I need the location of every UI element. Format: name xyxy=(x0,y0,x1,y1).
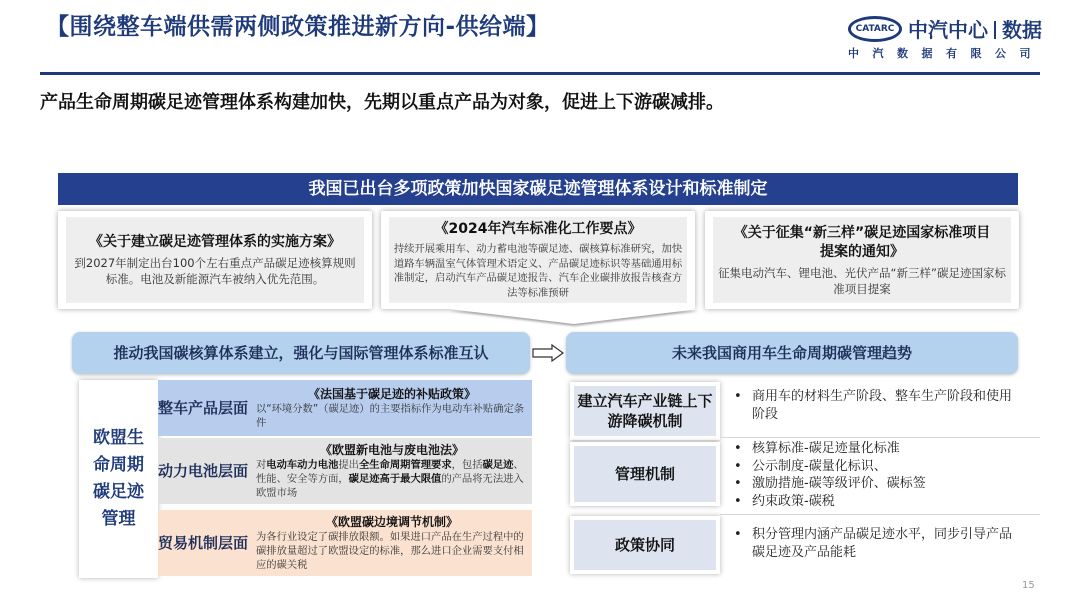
list-item: • 商用车的材料生产阶段、整车生产阶段和使用阶段 xyxy=(734,388,1024,423)
policy-card xyxy=(58,211,372,309)
row-title: 《欧盟新电池与废电池法》 xyxy=(319,443,464,457)
list-item: • 公示制度-碳量化标识、 xyxy=(734,458,1024,476)
policy-title: 《关于建立碳足迹管理体系的实施方案》 xyxy=(89,234,341,250)
slide-subtitle: 产品生命周期碳足迹管理体系构建加快，先期以重点产品为对象，促进上下游碳减排。 xyxy=(40,92,724,113)
brand-name-right: 数据 xyxy=(1002,18,1042,42)
page-number: 15 xyxy=(1022,580,1035,591)
header-divider xyxy=(40,72,1040,75)
mechanism-label: 建立汽车产业链上下游降碳机制 xyxy=(574,386,716,436)
brand-name xyxy=(908,14,1042,43)
policy-banner: 我国已出台多项政策加快国家碳足迹管理体系设计和标准制定 xyxy=(58,173,1018,205)
list-item: • 约束政策-碳税 xyxy=(734,493,1024,511)
list-item: • 核算标准-碳足迹量化标准 xyxy=(734,440,1024,458)
page-title: 【围绕整车端供需两侧政策推进新方向-供给端】 xyxy=(46,14,550,40)
policy-body: 征集电动汽车、锂电池、光伏产品“新三样”碳足迹国家标准项目提案 xyxy=(718,265,1006,296)
right-pill: 未来我国商用车生命周期碳管理趋势 xyxy=(566,332,1018,374)
row-category: 整车产品层面 xyxy=(158,399,249,417)
brand-name-left: 中汽中心 xyxy=(908,18,988,42)
catarc-logo-icon: CATARC xyxy=(848,16,902,42)
row-separator xyxy=(720,437,1040,438)
row-title: 《欧盟碳边境调节机制》 xyxy=(325,515,458,529)
row-body: 对电动车动力电池提出全生命周期管理要求，包括碳足迹、性能、安全等方面，碳足迹高于最大限值的产品将无法进入欧盟市场 xyxy=(256,459,524,499)
policy-card xyxy=(381,211,695,309)
trend-bullets xyxy=(734,440,1024,510)
row-category: 动力电池层面 xyxy=(158,462,249,480)
list-item: • 积分管理内涵产品碳足迹水平，同步引导产品碳足迹及产品能耗 xyxy=(734,526,1024,561)
row-body: 为各行业设定了碳排放限额。如果进口产品在生产过程中的碳排放量超过了欧盟设定的标准，那么进口企业需要支付相应的碳关税 xyxy=(256,531,524,571)
right-arrow-icon xyxy=(532,344,564,362)
mechanism-box xyxy=(570,442,720,506)
row-separator xyxy=(720,514,1040,515)
down-arrow-icon xyxy=(449,309,699,324)
eu-label: 欧盟生命周期碳足迹管理 xyxy=(93,428,144,529)
trend-bullets xyxy=(734,388,1024,423)
policy-title: 《2024年汽车标准化工作要点》 xyxy=(434,221,642,237)
list-item: • 激励措施-碳等级评价、碳标签 xyxy=(734,475,1024,493)
policy-title: 《关于征集“新三样”碳足迹国家标准项目提案的通知》 xyxy=(733,224,991,260)
mechanism-box xyxy=(570,516,720,574)
trend-bullets xyxy=(734,526,1024,561)
left-pill: 推动我国碳核算体系建立，强化与国际管理体系标准互认 xyxy=(72,332,530,374)
eu-row-battery xyxy=(158,438,532,504)
row-title: 《法国基于碳足迹的补贴政策》 xyxy=(307,387,476,401)
eu-row-trade xyxy=(158,510,532,576)
policy-body: 持续开展乘用车、动力蓄电池等碳足迹、碳核算标准研究，加快道路车辆温室气体管理术语定义、产品碳足迹标识等基础通用标准制定，启动汽车产品碳足迹报告、汽车企业碳排放报告核查方法等标准预研 xyxy=(393,243,683,299)
eu-row-vehicle xyxy=(158,380,532,436)
policy-card xyxy=(705,211,1019,309)
mechanism-box xyxy=(570,382,720,440)
policy-body: 到2027年制定出台100个左右重点产品碳足迹核算规则标准。电池及新能源汽车被纳入优先范围。 xyxy=(74,256,356,286)
eu-label-box xyxy=(79,380,158,578)
brand-divider xyxy=(994,21,996,39)
mechanism-label: 政策协同 xyxy=(574,520,716,570)
mechanism-label: 管理机制 xyxy=(574,446,716,502)
brand-subtitle: 中汽数据有限公司 xyxy=(848,47,1044,60)
row-category: 贸易机制层面 xyxy=(158,534,249,552)
row-body: 以“环境分数”（碳足迹）的主要指标作为电动车补贴确定条件 xyxy=(256,403,525,429)
